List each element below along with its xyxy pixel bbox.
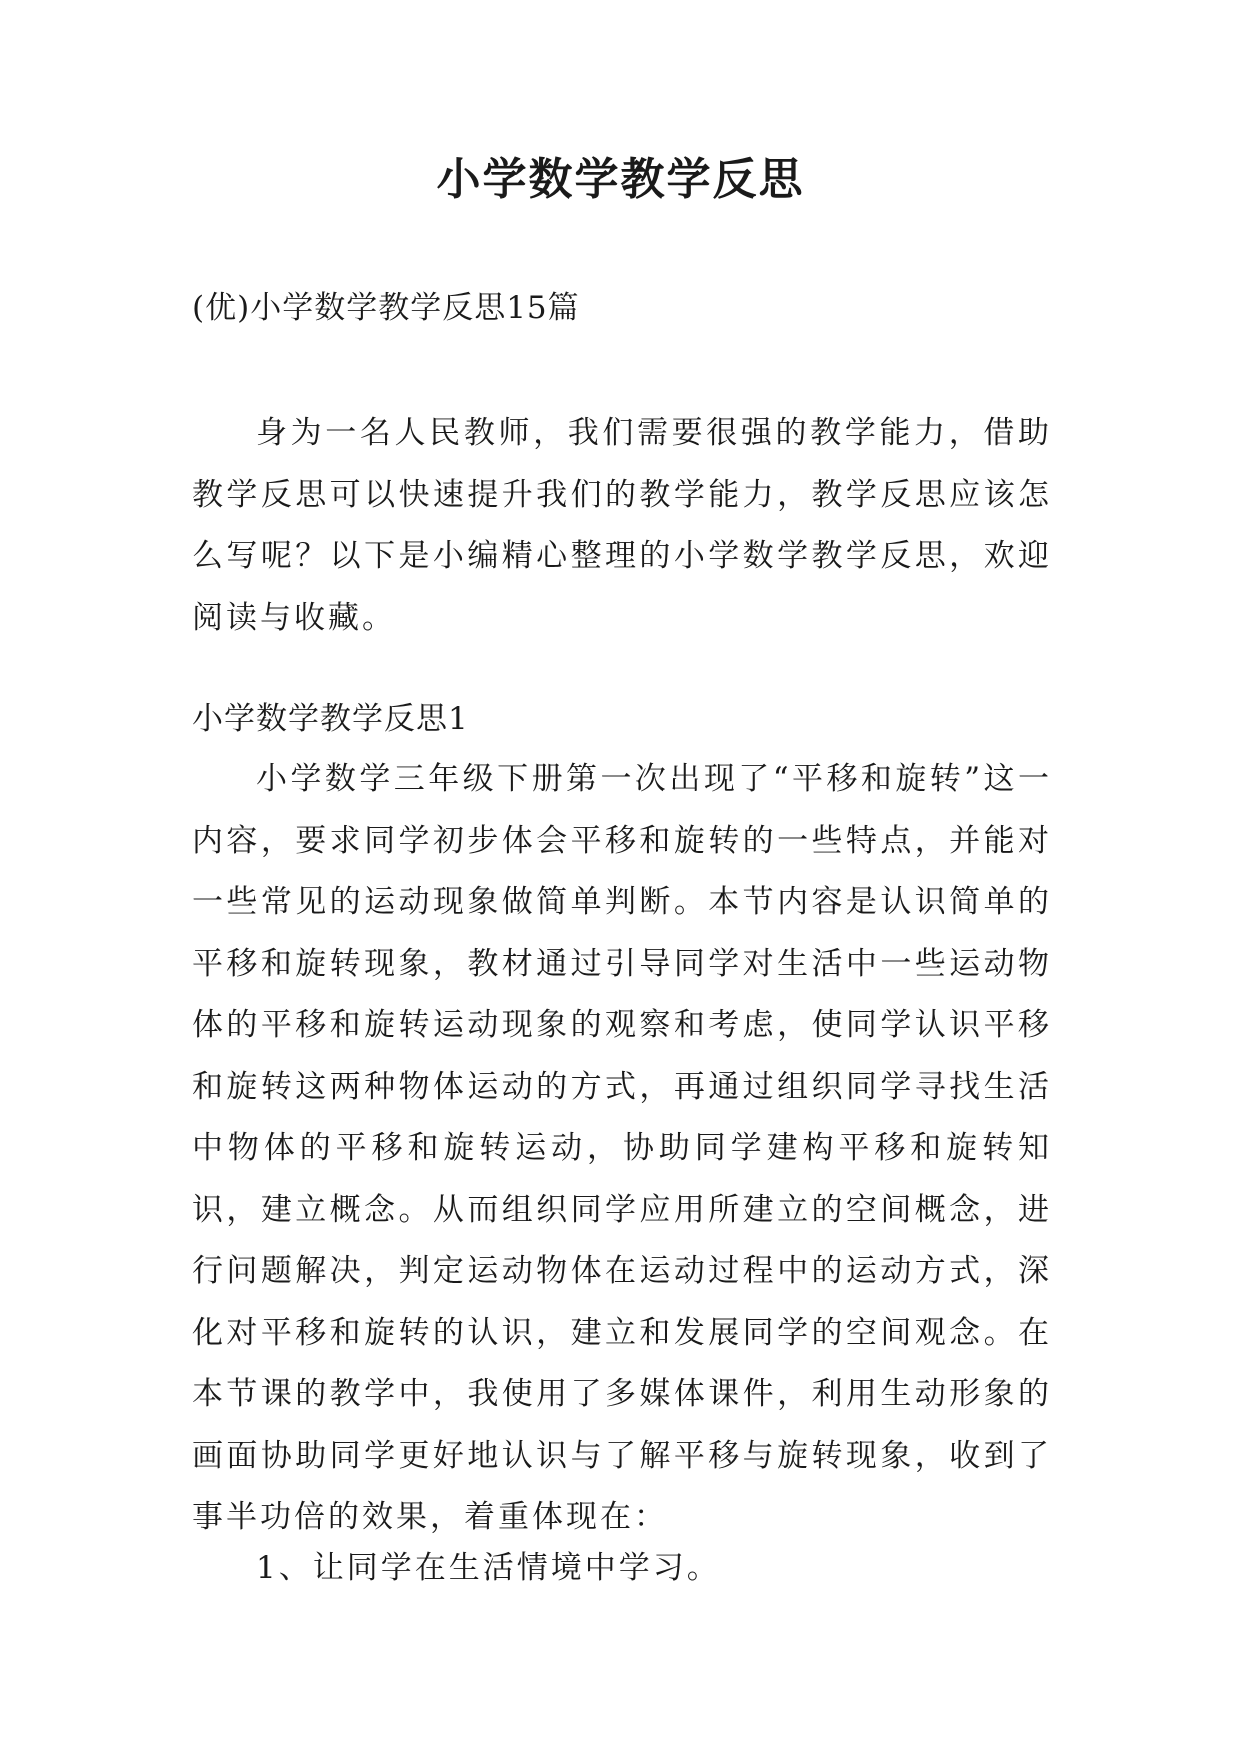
- section-body-paragraph: 小学数学三年级下册第一次出现了“平移和旋转”这一内容，要求同学初步体会平移和旋转的一些特点，并能对一些常见的运动现象做简单判断。本节内容是认识简单的平移和旋转现象，教材通过引导同学对生活中一些运动物体的平移和旋转运动现象的观察和考虑，使同学认识平移和旋转这两种物体运动的方式，再通过组织同学寻找生活中物体的平移和旋转运动，协助同学建构平移和旋转知识，建立概念。从而组织同学应用所建立的空间概念，进行问题解决，判定运动物体在运动过程中的运动方式，深化对平移和旋转的认识，建立和发展同学的空间观念。在本节课的教学中，我使用了多媒体课件，利用生动形象的画面协助同学更好地认识与了解平移与旋转现象，收到了事半功倍的效果，着重体现在：: [192, 761, 1052, 1535]
- intro-paragraph: 身为一名人民教师，我们需要很强的教学能力，借助教学反思可以快速提升我们的教学能力，教学反思应该怎么写呢？以下是小编精心整理的小学数学教学反思，欢迎阅读与收藏。: [192, 415, 1052, 636]
- document-subtitle: (优)小学数学教学反思15篇: [192, 290, 580, 326]
- section-heading: 小学数学教学反思1: [192, 701, 469, 737]
- list-item: 1、让同学在生活情境中学习。: [256, 1550, 721, 1586]
- document-title: 小学数学教学反思: [436, 154, 805, 205]
